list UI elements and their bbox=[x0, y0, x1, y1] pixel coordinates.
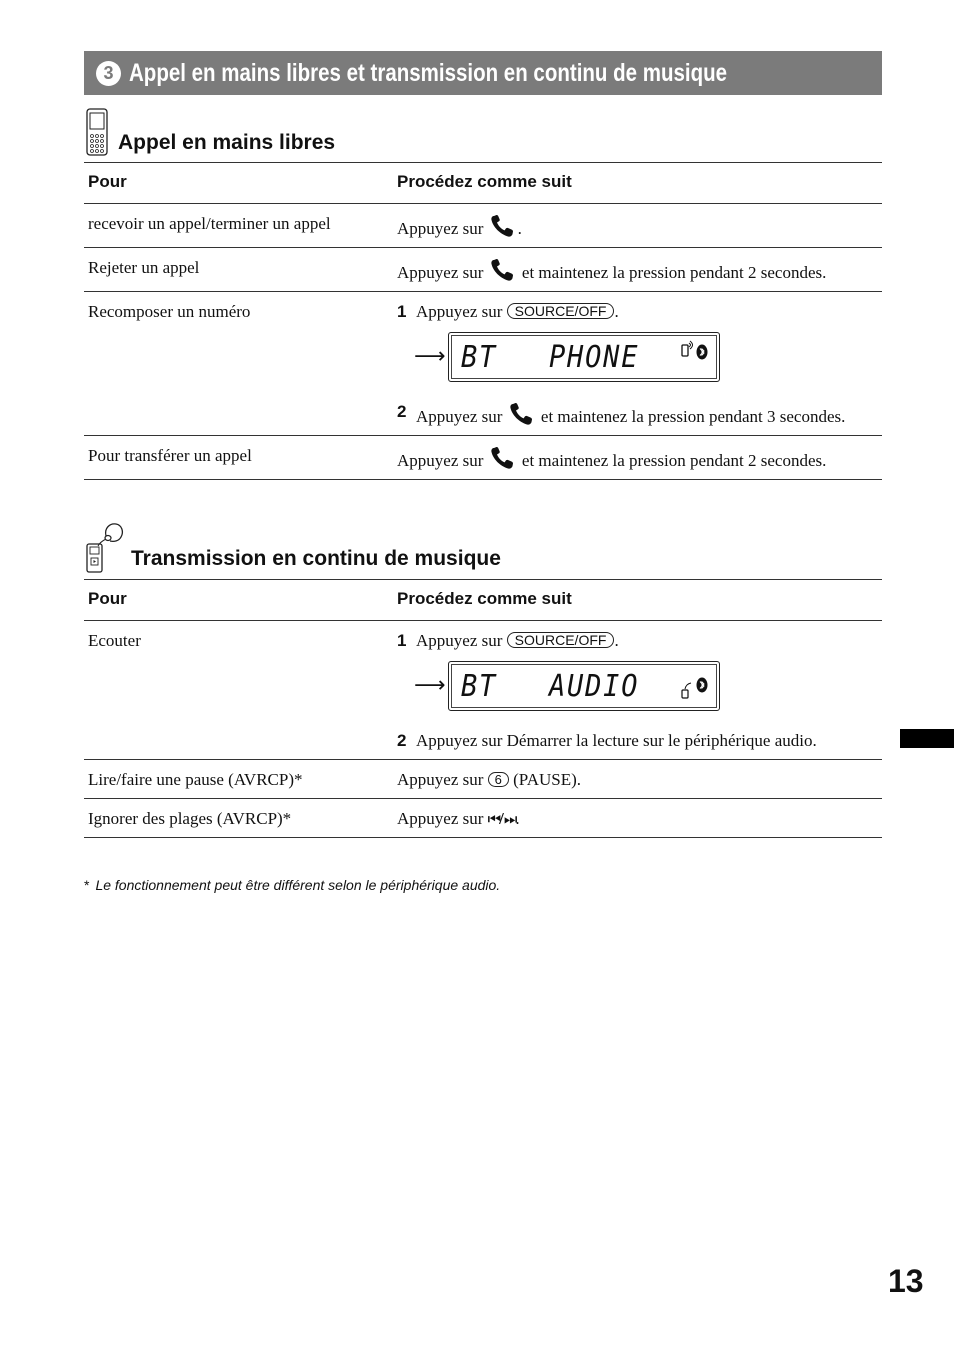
table-row bbox=[84, 248, 882, 292]
page-number: 13 bbox=[888, 1263, 924, 1299]
step-1: 1 Appuyez sur SOURCE/OFF . bbox=[397, 631, 619, 650]
row-procedure bbox=[393, 621, 882, 760]
header-pour: Pour bbox=[84, 580, 393, 621]
table-row bbox=[84, 436, 882, 480]
arrow-right-icon: ⟶ bbox=[414, 673, 446, 698]
row-procedure: Appuyez sur et maintenez la pression pendant 2 secondes. bbox=[393, 248, 882, 292]
lcd-illustration bbox=[414, 661, 878, 711]
step-2: 2 Appuyez sur et maintenez la pression pendant 3 secondes. bbox=[397, 402, 846, 426]
row-procedure: Appuyez sur et maintenez la pression pendant 2 secondes. bbox=[393, 436, 882, 480]
lcd-illustration bbox=[414, 332, 878, 382]
header-procedez: Procédez comme suit bbox=[393, 580, 882, 621]
mobile-phone-icon bbox=[86, 108, 108, 156]
row-procedure: Appuyez sur . bbox=[393, 204, 882, 248]
row-pour: Ignorer des plages (AVRCP)* bbox=[84, 799, 393, 838]
header-pour: Pour bbox=[84, 163, 393, 204]
source-off-button-label: SOURCE/OFF bbox=[507, 303, 615, 319]
row-pour: Rejeter un appel bbox=[84, 248, 393, 292]
row-pour: recevoir un appel/terminer un appel bbox=[84, 204, 393, 248]
chapter-tab-marker bbox=[900, 729, 954, 748]
lcd-display-bt-audio bbox=[448, 661, 720, 711]
lcd-display-bt-phone bbox=[448, 332, 720, 382]
row-procedure bbox=[393, 292, 882, 436]
table-row bbox=[84, 204, 882, 248]
table-row bbox=[84, 799, 882, 838]
call-button-icon bbox=[490, 214, 516, 238]
skip-previous-icon: ⏮ bbox=[487, 810, 500, 828]
section-banner bbox=[84, 51, 882, 95]
row-procedure: Appuyez sur ⏮/⏭. bbox=[393, 799, 882, 838]
lcd-text-left: BT bbox=[461, 669, 498, 704]
call-button-icon bbox=[490, 258, 516, 282]
row-pour: Lire/faire une pause (AVRCP)* bbox=[84, 760, 393, 799]
table-row bbox=[84, 292, 882, 436]
row-pour: Pour transférer un appel bbox=[84, 436, 393, 480]
header-procedez: Procédez comme suit bbox=[393, 163, 882, 204]
phone-bluetooth-indicator-icon bbox=[681, 340, 709, 362]
skip-next-icon: ⏭ bbox=[503, 810, 516, 828]
lcd-text-right: AUDIO bbox=[549, 669, 640, 704]
handsfree-table bbox=[84, 162, 882, 480]
step-1: 1 Appuyez sur SOURCE/OFF . bbox=[397, 302, 619, 321]
section-title-streaming: Transmission en continu de musique bbox=[131, 547, 501, 570]
table-header-row bbox=[84, 163, 882, 204]
row-procedure: Appuyez sur 6 (PAUSE). bbox=[393, 760, 882, 799]
source-off-button-label: SOURCE/OFF bbox=[507, 632, 615, 648]
call-button-icon bbox=[490, 446, 516, 470]
row-pour: Ecouter bbox=[84, 621, 393, 760]
lcd-text-right: PHONE bbox=[549, 340, 640, 375]
button-6-label: 6 bbox=[488, 772, 509, 787]
section-number-badge: 3 bbox=[96, 61, 121, 86]
audio-player-icon bbox=[86, 522, 126, 574]
call-button-icon bbox=[509, 402, 535, 426]
lcd-text-left: BT bbox=[461, 340, 498, 375]
banner-title: Appel en mains libres et transmission en continu de musique bbox=[129, 59, 728, 87]
row-pour: Recomposer un numéro bbox=[84, 292, 393, 436]
step-2: 2 Appuyez sur Démarrer la lecture sur le périphérique audio. bbox=[397, 731, 817, 750]
table-row bbox=[84, 760, 882, 799]
footnote: * Le fonctionnement peut être différent selon le périphérique audio. bbox=[84, 877, 501, 893]
table-header-row bbox=[84, 580, 882, 621]
streaming-table bbox=[84, 579, 882, 838]
audio-bluetooth-indicator-icon bbox=[681, 676, 709, 700]
table-row bbox=[84, 621, 882, 760]
arrow-right-icon: ⟶ bbox=[414, 344, 446, 369]
section-title-handsfree: Appel en mains libres bbox=[118, 131, 336, 154]
